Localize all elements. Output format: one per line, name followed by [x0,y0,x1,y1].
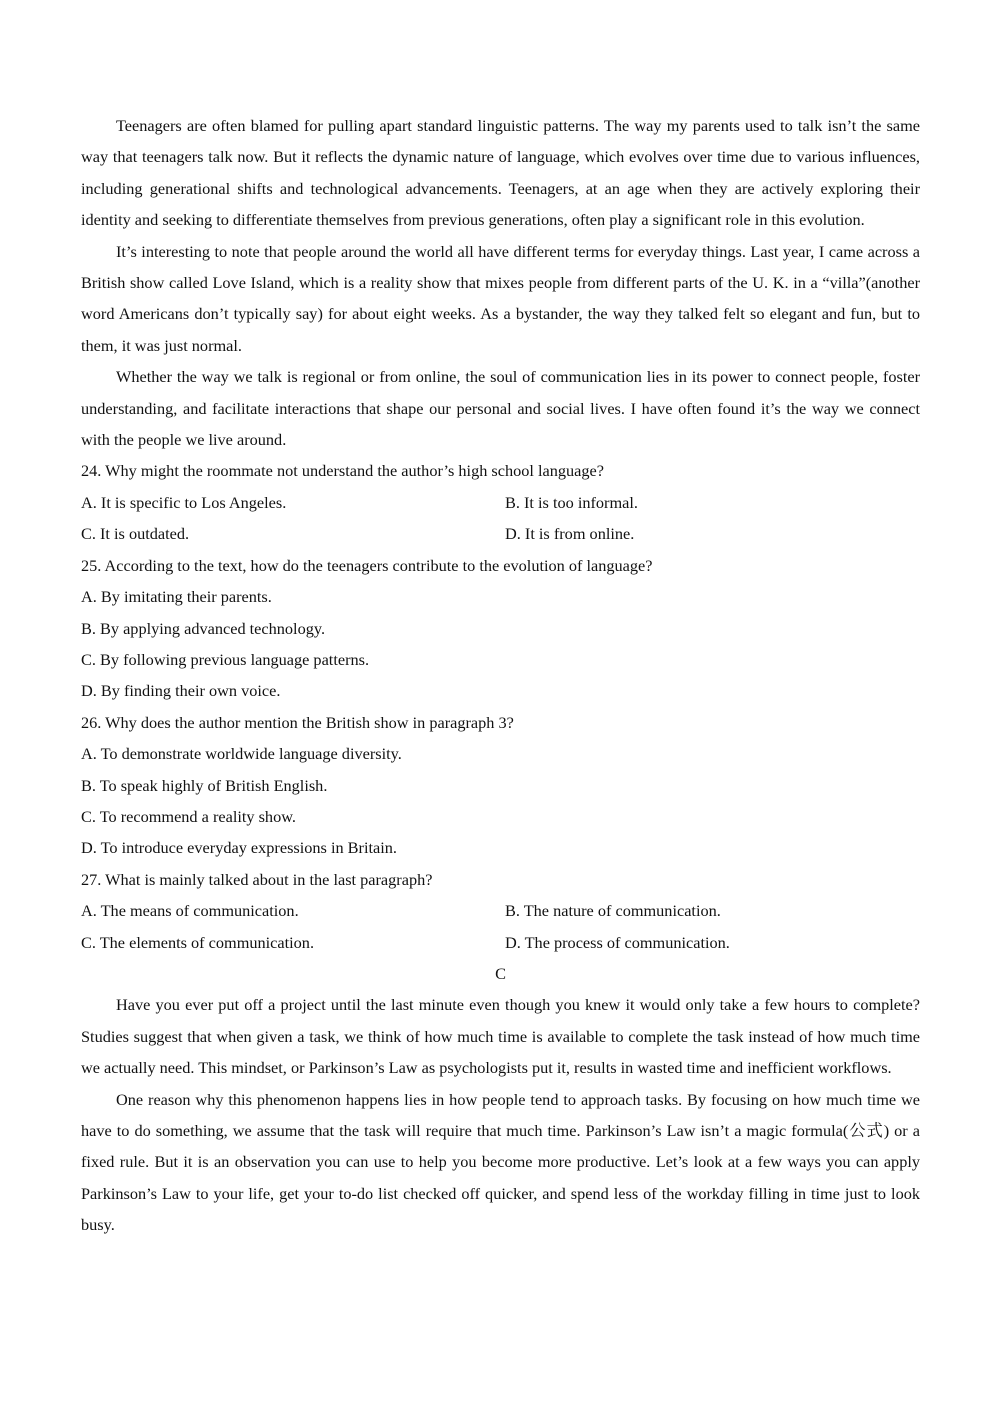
option-row [81,927,920,958]
option-c: C. To recommend a reality show. [81,806,296,826]
question-27 [81,864,920,958]
option-d: D. By finding their own voice. [81,681,281,701]
passage-paragraph: Teenagers are often blamed for pulling apart standard linguistic patterns. The way my parents used to talk isn’t the same way that teenagers talk now. But it reflects the dynamic nature of language, which evolves over time due to various influences, including generational shifts and technological advancements. Teenagers, at an age when they are actively exploring their identity and seeking to differentiate themselves from previous generations, often play a significant role in this evolution. [81,116,920,230]
option-b: B. To speak highly of British English. [81,775,328,795]
question-stem: 25. According to the text, how do the teenagers contribute to the evolution of language? [81,555,653,575]
option-d: D. The process of communication. [505,932,730,952]
option-b: B. The nature of communication. [505,901,721,921]
passage-paragraph: One reason why this phenomenon happens lies in how people tend to approach tasks. By focusing on how much time we have to do something, we assume that the task will require that much time. Parkinson’s Law isn’t a magic formula(公式) or a fixed rule. But it is an observation you can use to help you become more productive. Let’s look at a few ways you can apply Parkinson’s Law to your life, get your to-do list checked off quicker, and spend less of the workday filling in time just to look busy. [81,1089,920,1235]
question-stem: 27. What is mainly talked about in the last paragraph? [81,869,433,889]
passage-paragraph: Whether the way we talk is regional or from online, the soul of communication lies in its power to connect people, foster understanding, and facilitate interactions that shape our personal and social lives. I have often found it’s the way we connect with the people we live around. [81,367,920,450]
option-d: D. To introduce everyday expressions in Britain. [81,838,397,858]
option-a: A. To demonstrate worldwide language diversity. [81,744,402,764]
question-24 [81,455,920,549]
passage-b [81,110,920,455]
option-a: A. By imitating their parents. [81,587,272,607]
question-26 [81,707,920,864]
passage-c [81,958,920,1241]
section-heading: C [495,963,506,983]
option-c: C. By following previous language patterns. [81,649,370,669]
passage-paragraph: It’s interesting to note that people around the world all have different terms for everyday things. Last year, I came across a British show called Love Island, which is a reality show that mixes people from different parts of the U. K. in a “villa”(another word Americans don’t typically say) for about eight weeks. As a bystander, the way they talked felt so elegant and fun, but to them, it was just normal. [81,241,920,355]
passage-paragraph: Have you ever put off a project until the last minute even though you knew it would only take a few hours to complete? Studies suggest that when given a task, we think of how much time is available to complete the task instead of how much time we actually need. This mindset, or Parkinson’s Law as psychologists put it, results in wasted time and inefficient workflows. [81,995,920,1078]
option-row [81,895,920,926]
option-a: A. It is specific to Los Angeles. [81,492,287,512]
option-c: C. It is outdated. [81,524,190,544]
option-row [81,487,920,518]
question-stem: 26. Why does the author mention the British show in paragraph 3? [81,712,514,732]
option-a: A. The means of communication. [81,901,299,921]
option-b: B. It is too informal. [505,492,638,512]
option-c: C. The elements of communication. [81,932,315,952]
option-row [81,518,920,549]
option-d: D. It is from online. [505,524,635,544]
question-stem: 24. Why might the roommate not understand the author’s high school language? [81,461,605,481]
question-25 [81,550,920,707]
option-b: B. By applying advanced technology. [81,618,326,638]
